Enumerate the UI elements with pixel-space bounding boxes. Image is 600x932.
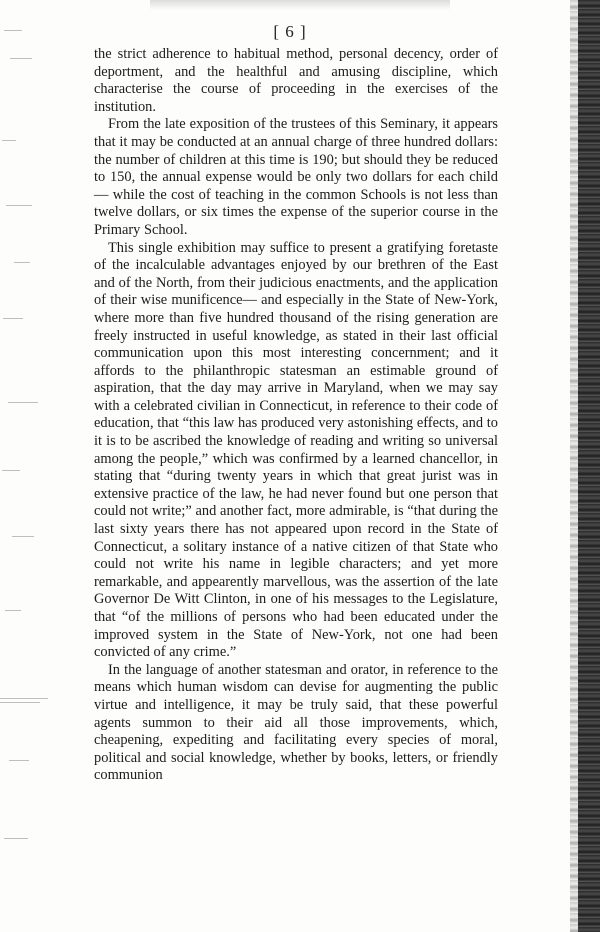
- page-number: [ 6 ]: [273, 22, 307, 41]
- scan-edge-light: [570, 0, 578, 932]
- paragraph-3: This single exhibition may suffice to present a gratifying foretaste of the incalculable advantages enjoyed by our brethren of the East and of the North, from their judicious enactments, and the application of their wise munificence— and especially in the State of New-York, where more than five hundred thousand of the rising generation are freely instructed in useful knowledge, as stated in their last official communication upon this most interesting concernment; and it affords to the philanthropic statesman an estimable ground of aspiration, that the day may arrive in Maryland, when we may say with a celebrated civilian in Connecticut, in reference to their code of education, that “this law has produced very astonishing effects, and to it is to be ascribed the knowledge of reading and writing so universal among the people,” which was confirmed by a learned chancellor, in stating that “during twenty years in which that great jurist was in extensive practice of the law, he had never found but one person that could not write;” and another fact, more admirable, is “that during the last sixty years there has not appeared upon record in the State of Connecticut, a solitary instance of a native citizen of that State who could not write his name in legible characters; and yet more remarkable, and appearently marvellous, was the assertion of the late Governor De Witt Clinton, in one of his messages to the Legislature, that “of the millions of persons who had been educated under the improved system in the State of New-York, not one had been convicted of any crime.”: [94, 239, 498, 661]
- body-text: [94, 46, 498, 785]
- paragraph-1: the strict adherence to habitual method, personal decency, order of deportment, and the healthful and amusing discipline, which characterise the course of proceeding in the exercises of the institution.: [94, 46, 498, 115]
- scan-edge-dark: [578, 0, 600, 932]
- paragraph-2: From the late exposition of the trustees of this Seminary, it appears that it may be conducted at an annual charge of three hundred dollars: the number of children at this time is 190; but should they be reduced to 150, the annual expense would be only two dollars for each child— while the cost of teaching in the common Schools is not less than twelve dollars, or six times the expense of the superior course in the Primary School.: [94, 116, 498, 238]
- left-gutter-marks: [0, 0, 60, 932]
- scan-smudge: [150, 0, 450, 10]
- paragraph-4: In the language of another statesman and orator, in reference to the means which human wisdom can devise for augmenting the public virtue and intelligence, it may be truly said, that these powerful agents summon to their aid all those improvements, which, cheapening, expediting and facilitating every species of moral, political and social knowledge, whether by books, letters, or friendly communion: [94, 661, 498, 784]
